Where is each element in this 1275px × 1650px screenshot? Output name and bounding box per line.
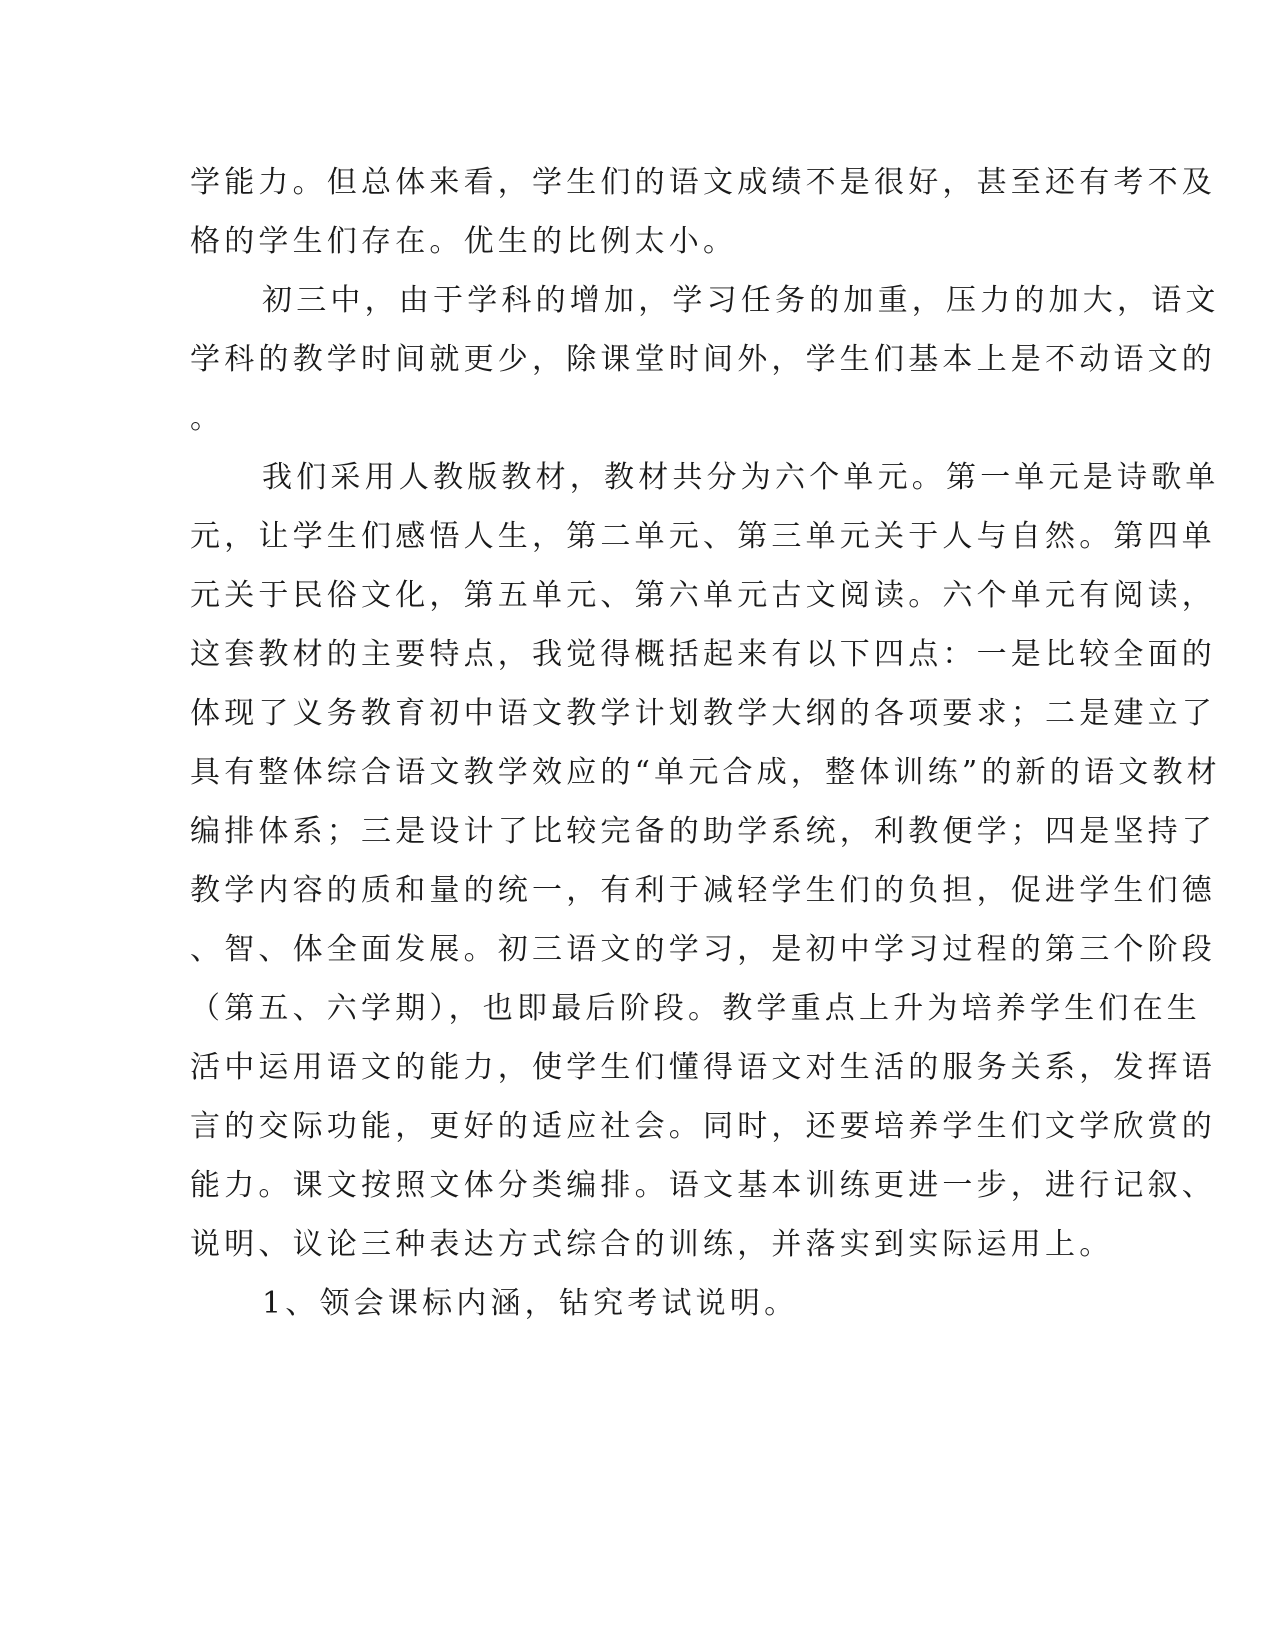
text-line: 体现了义务教育初中语文教学计划教学大纲的各项要求；二是建立了 (190, 696, 1216, 731)
text-line: 这套教材的主要特点，我觉得概括起来有以下四点：一是比较全面的 (190, 637, 1216, 672)
text-line: 学科的教学时间就更少，除课堂时间外，学生们基本上是不动语文的 (190, 342, 1216, 377)
text-line: 言的交际功能，更好的适应社会。同时，还要培养学生们文学欣赏的 (190, 1109, 1216, 1144)
paragraph-start-line: 我们采用人教版教材，教材共分为六个单元。第一单元是诗歌单 (262, 460, 1220, 495)
text-line: 学能力。但总体来看，学生们的语文成绩不是很好，甚至还有考不及 (190, 165, 1216, 200)
text-line: 格的学生们存在。优生的比例太小。 (190, 224, 738, 259)
text-line: 元，让学生们感悟人生，第二单元、第三单元关于人与自然。第四单 (190, 519, 1216, 554)
text-line: 元关于民俗文化，第五单元、第六单元古文阅读。六个单元有阅读， (190, 578, 1216, 613)
text-line: 说明、议论三种表达方式综合的训练，并落实到实际运用上。 (190, 1227, 1114, 1262)
text-line: 具有整体综合语文教学效应的“单元合成，整体训练”的新的语文教材 (190, 755, 1221, 790)
text-line: 。 (190, 401, 225, 436)
text-line: 能力。课文按照文体分类编排。语文基本训练更进一步，进行记叙、 (190, 1168, 1216, 1203)
text-line: 活中运用语文的能力，使学生们懂得语文对生活的服务关系，发挥语 (190, 1050, 1216, 1085)
text-line: 编排体系；三是设计了比较完备的助学系统，利教便学；四是坚持了 (190, 814, 1216, 849)
text-line: （第五、六学期），也即最后阶段。教学重点上升为培养学生们在生 (190, 991, 1201, 1026)
text-line: 、智、体全面发展。初三语文的学习，是初中学习过程的第三个阶段 (190, 932, 1216, 967)
paragraph-start-line: 初三中，由于学科的增加，学习任务的加重，压力的加大，语文 (262, 283, 1220, 318)
text-line: 教学内容的质和量的统一，有利于减轻学生们的负担，促进学生们德 (190, 873, 1216, 908)
numbered-item-heading: 1、领会课标内涵，钻究考试说明。 (262, 1286, 799, 1321)
